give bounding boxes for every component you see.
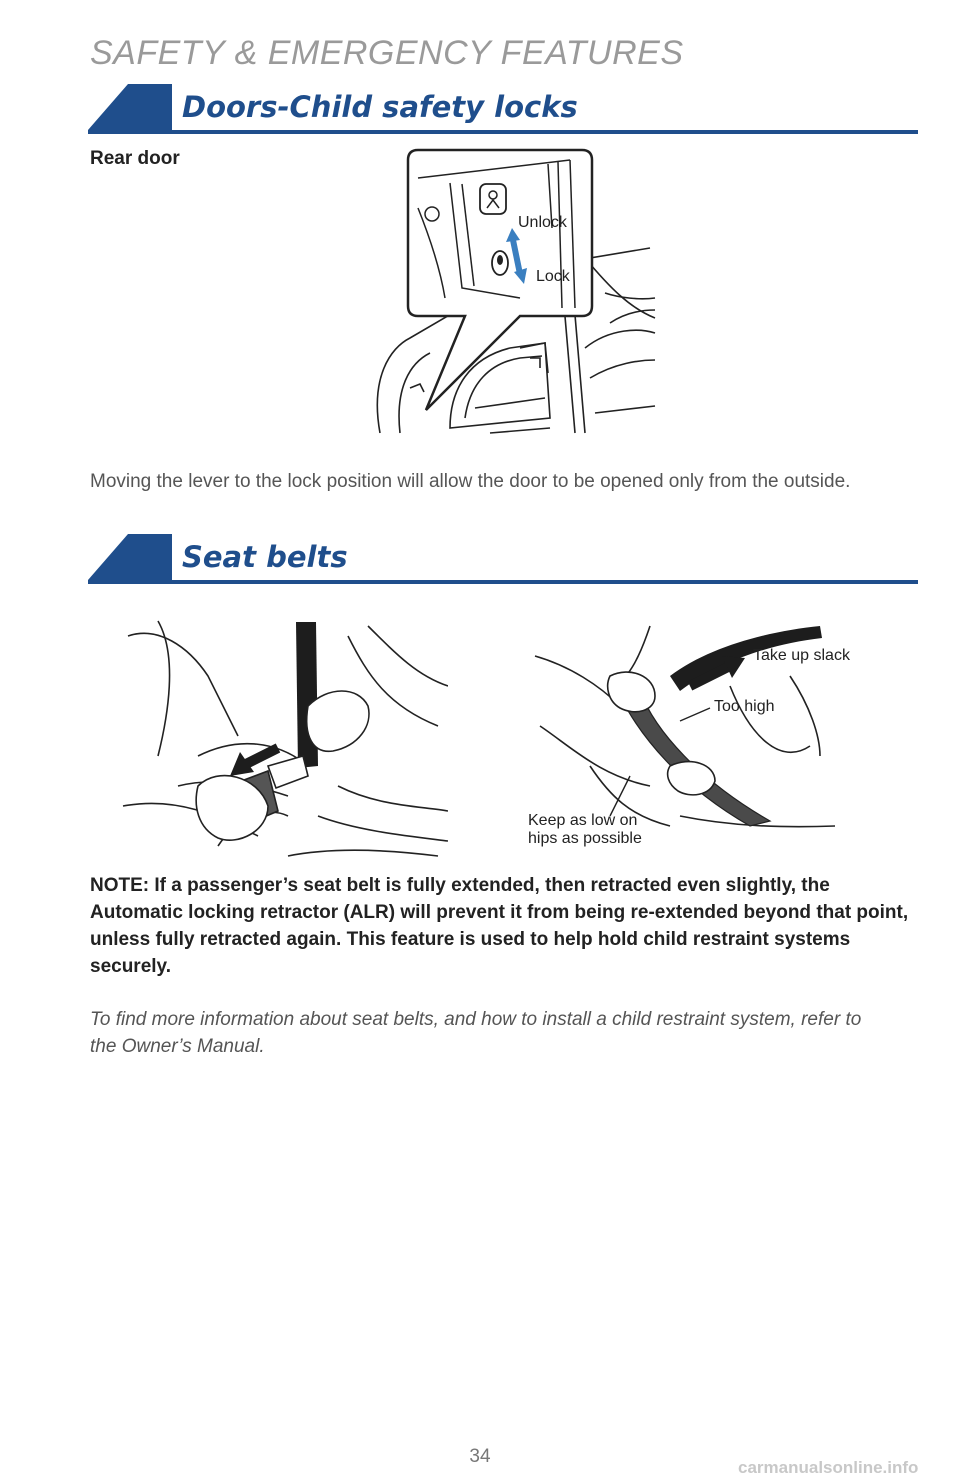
- unlock-label: Unlock: [518, 214, 567, 231]
- keep-low-label-line2: hips as possible: [528, 830, 642, 847]
- section-title: Seat belts: [172, 534, 358, 580]
- page-number: 34: [469, 1446, 491, 1467]
- keep-low-label: [528, 812, 642, 848]
- rear-door-subhead: Rear door: [90, 148, 180, 169]
- page-header: SAFETY & EMERGENCY FEATURES: [90, 34, 684, 72]
- section-title: Doors-Child safety locks: [172, 84, 588, 130]
- child-lock-description: Moving the lever to the lock position will allow the door to be opened only from the outside.: [90, 471, 851, 492]
- section-rule: [88, 130, 918, 134]
- owners-manual-reference: To find more information about seat belts, and how to install a child restraint system, refer to the Owner’s Manual.: [90, 1009, 862, 1057]
- child-lock-lever-icon: [492, 251, 508, 275]
- child-lock-illustration: [370, 148, 660, 438]
- section-header-child-locks: [88, 84, 918, 134]
- section-rule: [88, 580, 918, 584]
- too-high-label: Too high: [714, 698, 775, 715]
- keep-low-label-line1: Keep as low on: [528, 812, 638, 829]
- child-lock-button-icon: [480, 184, 506, 214]
- watermark: carmanualsonline.info: [738, 1458, 919, 1477]
- seat-belt-buckle-illustration: [118, 616, 448, 860]
- take-up-slack-label: Take up slack: [753, 647, 850, 664]
- alr-note: NOTE: If a passenger’s seat belt is fully extended, then retracted even slightly, the Automatic locking retractor (ALR) will prevent it from being re-extended beyond that point, unless fully retracted again. This feature is used to help hold child restraint systems securely.: [90, 875, 909, 977]
- too-high-leader: [680, 708, 710, 721]
- lock-label: Lock: [536, 268, 570, 285]
- section-header-seat-belts: [88, 534, 918, 584]
